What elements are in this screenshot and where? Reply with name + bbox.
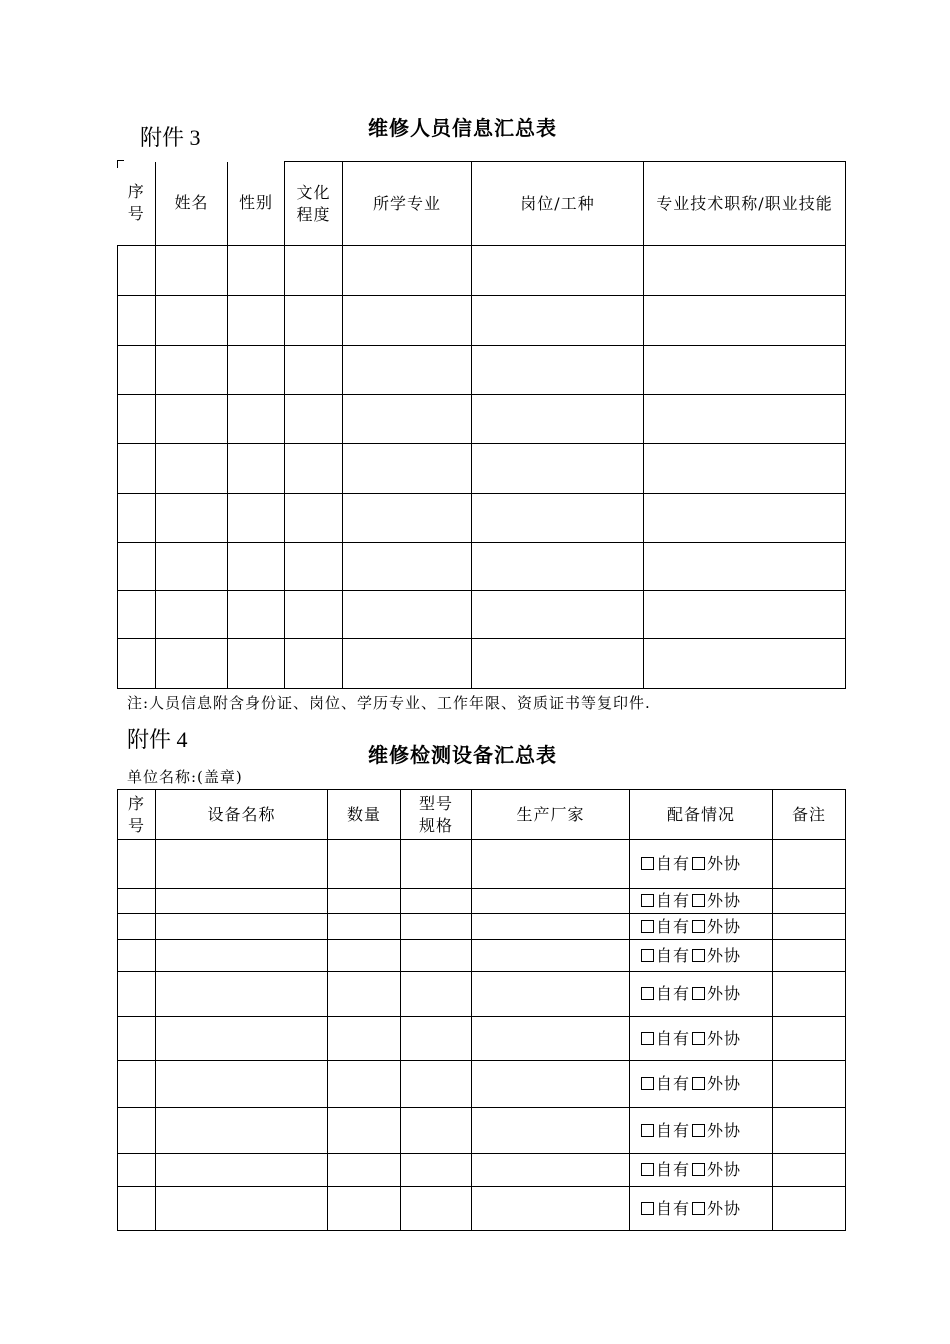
personnel-cell[interactable] [644, 444, 846, 494]
header-remarks: 备注 [773, 790, 846, 840]
own-option-label: 自有 [656, 1198, 691, 1218]
outsource-checkbox[interactable] [692, 949, 705, 962]
personnel-note: 注:人员信息附含身份证、岗位、学历专业、工作年限、资质证书等复印件. [127, 694, 651, 712]
equipment-cell[interactable] [156, 1017, 328, 1061]
own-checkbox[interactable] [641, 987, 654, 1000]
equip-status-options [641, 1074, 741, 1093]
own-option-label: 自有 [656, 916, 691, 936]
personnel-cell[interactable] [472, 639, 644, 689]
equipment-cell[interactable] [472, 1061, 630, 1108]
equipment-cell[interactable] [118, 1017, 156, 1061]
equip-status-cell [630, 1187, 773, 1231]
header-serial: 序号 [118, 790, 156, 840]
personnel-cell[interactable] [118, 494, 156, 543]
equip-status-cell [630, 1017, 773, 1061]
personnel-cell[interactable] [156, 246, 228, 296]
outsource-checkbox[interactable] [692, 920, 705, 933]
equipment-cell[interactable] [328, 1154, 401, 1187]
equip-status-options [641, 946, 741, 965]
outsource-checkbox[interactable] [692, 894, 705, 907]
outsource-checkbox[interactable] [692, 1124, 705, 1137]
equipment-cell[interactable] [401, 1017, 472, 1061]
header-title-skill: 专业技术职称/职业技能 [644, 162, 846, 246]
personnel-cell[interactable] [343, 543, 472, 591]
equipment-cell[interactable] [118, 889, 156, 914]
equipment-cell[interactable] [472, 840, 630, 889]
personnel-cell[interactable] [285, 296, 343, 346]
equip-status-options [641, 917, 741, 936]
header-manufacturer: 生产厂家 [472, 790, 630, 840]
personnel-cell[interactable] [472, 296, 644, 346]
equipment-cell[interactable] [472, 1187, 630, 1231]
equipment-cell[interactable] [472, 940, 630, 972]
personnel-cell[interactable] [644, 346, 846, 395]
equipment-cell[interactable] [156, 889, 328, 914]
own-checkbox[interactable] [641, 857, 654, 870]
personnel-cell[interactable] [228, 246, 285, 296]
equip-status-cell [630, 914, 773, 940]
personnel-cell[interactable] [285, 346, 343, 395]
equipment-row [118, 889, 846, 914]
outsource-checkbox[interactable] [692, 1202, 705, 1215]
equipment-cell[interactable] [156, 1154, 328, 1187]
equipment-cell[interactable] [328, 1108, 401, 1154]
personnel-row [118, 346, 846, 395]
equip-status-options [641, 1199, 741, 1218]
header-serial: 序号 [118, 162, 156, 246]
equipment-row [118, 840, 846, 889]
header-quantity: 数量 [328, 790, 401, 840]
personnel-cell[interactable] [118, 639, 156, 689]
equipment-row [118, 1187, 846, 1231]
header-model-spec: 型号规格 [401, 790, 472, 840]
own-checkbox[interactable] [641, 920, 654, 933]
personnel-cell[interactable] [343, 395, 472, 444]
outsource-option-label: 外协 [707, 945, 742, 965]
equipment-cell[interactable] [773, 914, 846, 940]
outsource-option-label: 外协 [707, 1160, 742, 1179]
equipment-cell[interactable] [156, 1061, 328, 1108]
personnel-cell[interactable] [285, 246, 343, 296]
equipment-cell[interactable] [118, 972, 156, 1017]
personnel-cell[interactable] [285, 395, 343, 444]
personnel-row [118, 639, 846, 689]
personnel-cell[interactable] [472, 543, 644, 591]
equip-status-cell [630, 840, 773, 889]
equipment-cell[interactable] [156, 914, 328, 940]
equipment-cell[interactable] [118, 940, 156, 972]
equip-status-cell [630, 1108, 773, 1154]
personnel-cell[interactable] [343, 296, 472, 346]
personnel-cell[interactable] [228, 591, 285, 639]
equipment-cell[interactable] [401, 889, 472, 914]
equipment-cell[interactable] [773, 972, 846, 1017]
personnel-cell[interactable] [156, 591, 228, 639]
personnel-cell[interactable] [156, 494, 228, 543]
personnel-row [118, 591, 846, 639]
equip-status-options [641, 1029, 741, 1048]
equipment-cell[interactable] [472, 1017, 630, 1061]
own-option-label: 自有 [656, 854, 691, 873]
own-option-label: 自有 [656, 984, 691, 1003]
equipment-cell[interactable] [472, 914, 630, 940]
own-checkbox[interactable] [641, 894, 654, 907]
equip-status-cell [630, 1154, 773, 1187]
personnel-cell[interactable] [343, 494, 472, 543]
personnel-table-title: 维修人员信息汇总表 [368, 116, 557, 140]
equipment-cell[interactable] [773, 889, 846, 914]
equipment-cell[interactable] [156, 972, 328, 1017]
equipment-cell[interactable] [156, 940, 328, 972]
own-option-label: 自有 [656, 1074, 691, 1093]
personnel-cell[interactable] [118, 246, 156, 296]
own-option-label: 自有 [656, 945, 691, 965]
equipment-cell[interactable] [328, 1187, 401, 1231]
own-checkbox[interactable] [641, 1077, 654, 1090]
outsource-option-label: 外协 [707, 854, 742, 873]
personnel-cell[interactable] [285, 444, 343, 494]
personnel-cell[interactable] [644, 494, 846, 543]
outsource-option-label: 外协 [707, 1028, 742, 1048]
equipment-cell[interactable] [328, 914, 401, 940]
equipment-cell[interactable] [401, 914, 472, 940]
header-name: 姓名 [156, 162, 228, 246]
equipment-cell[interactable] [328, 1017, 401, 1061]
personnel-cell[interactable] [156, 346, 228, 395]
equipment-cell[interactable] [118, 1154, 156, 1187]
equipment-cell[interactable] [401, 1154, 472, 1187]
personnel-cell[interactable] [156, 444, 228, 494]
equipment-cell[interactable] [328, 972, 401, 1017]
personnel-cell[interactable] [343, 246, 472, 296]
own-checkbox[interactable] [641, 1032, 654, 1045]
equipment-cell[interactable] [401, 1061, 472, 1108]
personnel-cell[interactable] [472, 395, 644, 444]
equip-status-cell [630, 940, 773, 972]
personnel-cell[interactable] [343, 444, 472, 494]
equipment-cell[interactable] [773, 1154, 846, 1187]
equip-status-options [641, 854, 741, 873]
personnel-row [118, 296, 846, 346]
header-equipment-name: 设备名称 [156, 790, 328, 840]
outsource-checkbox[interactable] [692, 857, 705, 870]
outsource-option-label: 外协 [707, 916, 742, 936]
personnel-cell[interactable] [343, 591, 472, 639]
personnel-cell[interactable] [156, 296, 228, 346]
personnel-cell[interactable] [156, 543, 228, 591]
personnel-cell[interactable] [228, 543, 285, 591]
equipment-row [118, 1108, 846, 1154]
personnel-cell[interactable] [118, 444, 156, 494]
personnel-cell[interactable] [228, 494, 285, 543]
personnel-row [118, 494, 846, 543]
equipment-cell[interactable] [118, 840, 156, 889]
outsource-option-label: 外协 [707, 1074, 742, 1093]
equipment-cell[interactable] [773, 940, 846, 972]
equipment-row [118, 972, 846, 1017]
personnel-cell[interactable] [156, 639, 228, 689]
header-education: 文化程度 [285, 162, 343, 246]
equipment-cell[interactable] [328, 1061, 401, 1108]
equipment-header-row [118, 790, 846, 840]
equipment-cell[interactable] [773, 1108, 846, 1154]
outsource-option-label: 外协 [707, 1198, 742, 1218]
equipment-cell[interactable] [773, 1061, 846, 1108]
personnel-row [118, 543, 846, 591]
personnel-cell[interactable] [285, 639, 343, 689]
personnel-cell[interactable] [228, 296, 285, 346]
equipment-cell[interactable] [472, 1154, 630, 1187]
equipment-cell[interactable] [401, 1187, 472, 1231]
attachment-4-label: 附件 4 [127, 727, 188, 752]
personnel-table [117, 161, 846, 689]
outsource-checkbox[interactable] [692, 987, 705, 1000]
own-checkbox[interactable] [641, 949, 654, 962]
equip-status-cell [630, 889, 773, 914]
personnel-cell[interactable] [118, 591, 156, 639]
equipment-cell[interactable] [472, 1108, 630, 1154]
personnel-cell[interactable] [472, 591, 644, 639]
own-option-label: 自有 [656, 1120, 691, 1140]
equipment-cell[interactable] [773, 1187, 846, 1231]
equipment-cell[interactable] [773, 1017, 846, 1061]
equipment-cell[interactable] [472, 972, 630, 1017]
equipment-cell[interactable] [401, 940, 472, 972]
personnel-cell[interactable] [118, 395, 156, 444]
equip-status-cell [630, 1061, 773, 1108]
personnel-cell[interactable] [118, 346, 156, 395]
personnel-cell[interactable] [644, 543, 846, 591]
personnel-cell[interactable] [343, 639, 472, 689]
equipment-table-title: 维修检测设备汇总表 [368, 743, 557, 767]
personnel-cell[interactable] [118, 296, 156, 346]
personnel-row [118, 444, 846, 494]
personnel-cell[interactable] [118, 543, 156, 591]
equipment-cell[interactable] [328, 940, 401, 972]
personnel-cell[interactable] [472, 494, 644, 543]
outsource-option-label: 外协 [707, 891, 742, 910]
equipment-cell[interactable] [118, 1187, 156, 1231]
personnel-header-row [118, 162, 846, 246]
equipment-cell[interactable] [156, 840, 328, 889]
equip-status-options [641, 984, 741, 1003]
personnel-cell[interactable] [472, 444, 644, 494]
equipment-cell[interactable] [401, 1108, 472, 1154]
equipment-cell[interactable] [401, 840, 472, 889]
equipment-table [117, 789, 846, 1231]
equipment-cell[interactable] [328, 889, 401, 914]
personnel-row [118, 246, 846, 296]
equip-status-options [641, 891, 741, 910]
personnel-cell[interactable] [343, 346, 472, 395]
attachment-3-label: 附件 3 [140, 125, 201, 150]
personnel-cell[interactable] [228, 444, 285, 494]
header-equip-status: 配备情况 [630, 790, 773, 840]
personnel-cell[interactable] [472, 346, 644, 395]
personnel-cell[interactable] [228, 639, 285, 689]
personnel-cell[interactable] [285, 543, 343, 591]
own-option-label: 自有 [656, 1028, 691, 1048]
equip-status-options [641, 1160, 741, 1179]
equipment-cell[interactable] [472, 889, 630, 914]
personnel-cell[interactable] [285, 494, 343, 543]
equipment-cell[interactable] [156, 1187, 328, 1231]
outsource-option-label: 外协 [707, 1120, 742, 1140]
equipment-row [118, 940, 846, 972]
own-checkbox[interactable] [641, 1202, 654, 1215]
own-checkbox[interactable] [641, 1163, 654, 1176]
equip-status-cell [630, 972, 773, 1017]
personnel-cell[interactable] [644, 296, 846, 346]
own-option-label: 自有 [656, 891, 691, 910]
personnel-row [118, 395, 846, 444]
outsource-checkbox[interactable] [692, 1032, 705, 1045]
header-position: 岗位/工种 [472, 162, 644, 246]
header-major: 所学专业 [343, 162, 472, 246]
personnel-cell[interactable] [644, 591, 846, 639]
outsource-checkbox[interactable] [692, 1163, 705, 1176]
equipment-row [118, 914, 846, 940]
equipment-cell[interactable] [118, 914, 156, 940]
outsource-checkbox[interactable] [692, 1077, 705, 1090]
own-option-label: 自有 [656, 1160, 691, 1179]
equipment-cell[interactable] [156, 1108, 328, 1154]
equipment-cell[interactable] [328, 840, 401, 889]
personnel-cell[interactable] [644, 395, 846, 444]
personnel-cell[interactable] [285, 591, 343, 639]
personnel-cell[interactable] [228, 346, 285, 395]
equipment-cell[interactable] [118, 1108, 156, 1154]
equipment-row [118, 1154, 846, 1187]
personnel-cell[interactable] [156, 395, 228, 444]
equipment-row [118, 1061, 846, 1108]
equipment-cell[interactable] [773, 840, 846, 889]
personnel-cell[interactable] [644, 246, 846, 296]
personnel-cell[interactable] [228, 395, 285, 444]
header-gender: 性别 [228, 162, 285, 246]
unit-name-label: 单位名称:(盖章) [127, 768, 243, 786]
equipment-cell[interactable] [401, 972, 472, 1017]
equip-status-options [641, 1121, 741, 1140]
equipment-cell[interactable] [118, 1061, 156, 1108]
outsource-option-label: 外协 [707, 984, 742, 1003]
personnel-cell[interactable] [472, 246, 644, 296]
personnel-cell[interactable] [644, 639, 846, 689]
equipment-row [118, 1017, 846, 1061]
own-checkbox[interactable] [641, 1124, 654, 1137]
